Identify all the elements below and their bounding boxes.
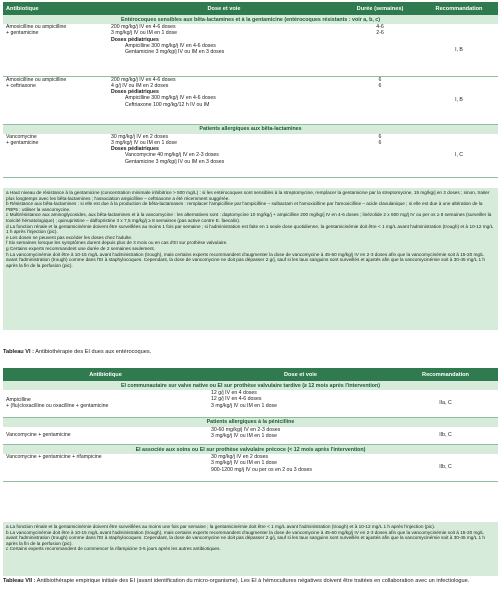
dose-line: Ampicilline 300 mg/kg/j IV en 4-6 doses xyxy=(125,95,216,102)
dose-line: 200 mg/kg/j IV en 4-6 doses xyxy=(111,76,176,83)
section-title: Patients allergiques à la pénicilline xyxy=(3,417,498,427)
duration: 4-6 xyxy=(376,24,384,30)
col-header-dose: Dose et voie xyxy=(108,2,340,15)
duration: 6 xyxy=(378,76,382,83)
drug-name: Vancomycine + gentamicine + rifampicine xyxy=(6,454,102,460)
col-header-dose: Dose et voie xyxy=(208,368,393,381)
dose-line: 900-1200 mg/j IV ou per os en 2 ou 3 doses xyxy=(211,466,312,473)
table-7-footnotes xyxy=(3,522,498,576)
dose-line: Gentamicine 3 mg/kg/j IV ou IM en 3 doses xyxy=(125,158,225,165)
footnote: f Six semaines lorsque les symptômes durent depuis plus de 3 mois ou en cas d'EI sur prothèse valvulaire. xyxy=(6,240,228,246)
table-6 xyxy=(3,2,498,178)
table-6-footnotes xyxy=(3,188,498,330)
table-row xyxy=(3,134,498,178)
duration: 2-6 xyxy=(376,30,384,37)
dose-line: Gentamicine 3 mg/kg/j IV ou IM en 3 doses xyxy=(125,49,225,56)
dose-line: Ampicilline 300 mg/kg/j IV en 4-6 doses xyxy=(125,42,216,49)
dose-line: 200 mg/kg/j IV en 4-6 doses xyxy=(111,24,176,30)
caption-text: Antibiothérapie empirique initiale des EI (avant identification du micro-organisme). Les EI à hémocultures négatives doivent être traitées en collaboration avec un infectiologue. xyxy=(36,578,470,584)
dose-line: Ceftriaxone 100 mg/kg/12 h IV ou IM xyxy=(125,101,210,108)
caption-text: Antibiothérapie des EI dues aux entérocoques. xyxy=(35,349,152,355)
col-header-antibiotique: Antibiotique xyxy=(3,2,108,15)
drug-name: + (flu)cloxacilline ou oxacilline + gentamicine xyxy=(6,403,109,410)
duration: 6 xyxy=(378,82,382,89)
footnote: a Haut niveau de résistance à la gentamicine (concentration minimale inhibitrice > 500 mg/L) : si les entérocoques sont sensibles à la streptomycine, remplacer la gentamicine par la streptomycine, 15 mg/kg/j en 2 doses ; sinon, traiter plus longtemps avec les bêta-lactamines ; l'association ampicilline – ceftriaxone a été récemment suggérée. xyxy=(6,190,490,201)
col-header-recommandation: Recommandation xyxy=(393,368,498,381)
dose-line: 4 g/j IV ou IM en 2 doses xyxy=(111,82,169,89)
dose-line: 3 mg/kg/j IV ou IM en 1 dose xyxy=(111,30,178,37)
dose-line: 3 mg/kg/j IV ou IM en 1 dose xyxy=(211,432,278,439)
recommendation: IIa, C xyxy=(393,390,498,417)
table-row xyxy=(3,390,498,417)
dose-line: 12 g/j IV en 4 doses xyxy=(211,390,257,396)
pediatric-label: Doses pédiatriques xyxy=(111,146,159,153)
col-header-antibiotique: Antibiotique xyxy=(3,368,208,381)
dose-line: 30-60 mg/kg/j IV en 2-3 doses xyxy=(211,426,281,433)
footnote: c Multirésistance aux aminoglycosides, aux bêta-lactamines et à la vancomycine : les alternatives sont : daptomycine 10 mg/kg/j + ampicilline 200 mg/kg/j IV en 4-6 doses ; linézolide 2 x 600 mg/j IV ou per os ≥ 8 semaines (surveiller la toxicité hématologique) ; quinupristine – dalfopristine 3 x 7,5 mg/kg/j ≥ 8 semaines (pas active contre E. faecalis). xyxy=(6,212,492,223)
duration: 6 xyxy=(378,133,382,140)
drug-name: Ampicilline xyxy=(6,396,31,403)
footnote: h La vancomycinémie doit être à 10-15 mg/L avant l'administration (trough), mais certains experts recommandent d'augmenter la dose de vancomycine à 45-60 mg/kg/j IV en 2-3 doses afin que la vancomycinémie soit à 15-20 mg/L avant l'administration (trough) comme dans l'EI à staphylocoques. Cependant, la dose de vancomycine ne doit pas dépasser 2 g/j, sauf si les taux sanguins sont surveillés et ajustés afin que la vancomycinémie soit à 30-45 mg/L 1 h après la fin de la perfusion (pic). xyxy=(6,251,485,268)
section-title: Patients allergiques aux bêta-lactamines xyxy=(3,124,498,134)
col-header-recommandation: Recommandation xyxy=(420,2,498,15)
footnote: a La fonction rénale et la gentamicinémie doivent être surveillées au moins une fois par semaine ; la gentamicinémie doit être < 1 mg/L avant l'administration (trough) et à 10-12 mg/L 1 h après l'injection (pic). xyxy=(6,524,436,529)
dose-line: 3 mg/kg/j IV ou IM en 1 dose xyxy=(211,460,278,467)
recommendation: I, B xyxy=(420,24,498,76)
pediatric-label: Doses pédiatriques xyxy=(111,89,159,96)
section-title: Entérocoques sensibles aux bêta-lactamines et à la gentamicine (entérocoques résistants : voir a, b, c) xyxy=(3,15,498,24)
recommendation: I, B xyxy=(420,76,498,124)
drug-name: + ceftriaxone xyxy=(6,82,36,89)
drug-name: Vancomycine xyxy=(6,133,37,140)
footnote: c Certains experts recommandent de commencer la rifampicine 3-5 jours après les autres antibiotiques. xyxy=(6,546,221,552)
table-row xyxy=(3,24,498,76)
section-title: EI communautaire sur valve native ou EI sur prothèse valvulaire tardive (≥ 12 mois après l'intervention) xyxy=(3,381,498,390)
table-row xyxy=(3,76,498,124)
footnote: e Les doses ne peuvent pas excéder les doses chez l'adulte. xyxy=(6,234,133,240)
dose-line: 30 mg/kg/j IV en 2 doses xyxy=(111,133,169,140)
table-7-caption xyxy=(3,578,498,585)
section-title: EI associée aux soins ou EI sur prothèse valvulaire précoce (< 12 mois après l'intervention) xyxy=(3,445,498,455)
footnote: g Certains experts recommandent une durée de 2 semaines seulement. xyxy=(6,245,156,251)
drug-name: Amoxicilline ou ampicilline xyxy=(6,24,67,30)
drug-name: Vancomycine + gentamicine xyxy=(6,432,71,439)
table-6-caption xyxy=(3,349,498,356)
recommendation: IIb, C xyxy=(393,427,498,445)
dose-line: 3 mg/kg/j IV ou IM en 1 dose xyxy=(111,139,178,146)
caption-label: Tableau VI : xyxy=(3,349,34,355)
footnote: b La vancomycinémie doit être à 10-15 mg/L avant l'administration (trough), mais certains experts recommandent d'augmenter la dose de vancomycine à 45-60 mg/kg/j IV en 2-3 doses afin que la vancomycinémie soit à 15-20 mg/L avant l'administration (trough) comme dans l'EI à staphylocoques. Cependant, la dose de vancomycine ne doit pas dépasser 2 g/j, sauf si les taux sanguins sont surveillés et ajustés afin que la vancomycinémie soit à 30-45 mg/L 1 h après la fin de la perfusion (pic). xyxy=(6,529,485,546)
table-7 xyxy=(3,368,498,482)
dose-line: 12 g/j IV en 4-6 doses xyxy=(211,396,262,403)
dose-line: 3 mg/kg/j IV ou IM en 1 dose xyxy=(211,402,278,409)
drug-name: + gentamicine xyxy=(6,139,39,146)
footnote: d La fonction rénale et la gentamicinémie doivent être surveillées au moins 1 fois par semaine ; si l'administration est faite en 1 seule dose quotidienne, la gentamicinémie doit être < 1 mg/L avant l'administration (trough) et à 10-12 mg/L 1 h après l'injection (pic). xyxy=(6,223,493,235)
col-header-duree: Durée (semaines) xyxy=(340,2,420,15)
recommendation: IIb, C xyxy=(393,454,498,481)
duration: 6 xyxy=(378,139,382,146)
caption-label: Tableau VII : xyxy=(3,578,36,584)
dose-line: Vancomycine 40 mg/kg/j IV en 2-3 doses xyxy=(125,152,219,159)
recommendation: I, C xyxy=(420,134,498,178)
footnote: b Résistance aux bêta-lactamines : si elle est due à la production de bêta-lactamases : remplacer l'ampicilline par l'ampicilline – sulbactam et l'amoxicilline par l'amoxicilline – acide clavulanique ; si elle est due à une altération de la PBP5 : utiliser la vancomycine. xyxy=(6,201,483,212)
drug-name: + gentamicine xyxy=(6,30,39,37)
table-row xyxy=(3,454,498,481)
pediatric-label: Doses pédiatriques xyxy=(111,36,159,43)
table-row xyxy=(3,427,498,445)
dose-line: 30 mg/kg/j IV en 2 doses xyxy=(211,454,269,460)
drug-name: Amoxicilline ou ampicilline xyxy=(6,76,67,83)
